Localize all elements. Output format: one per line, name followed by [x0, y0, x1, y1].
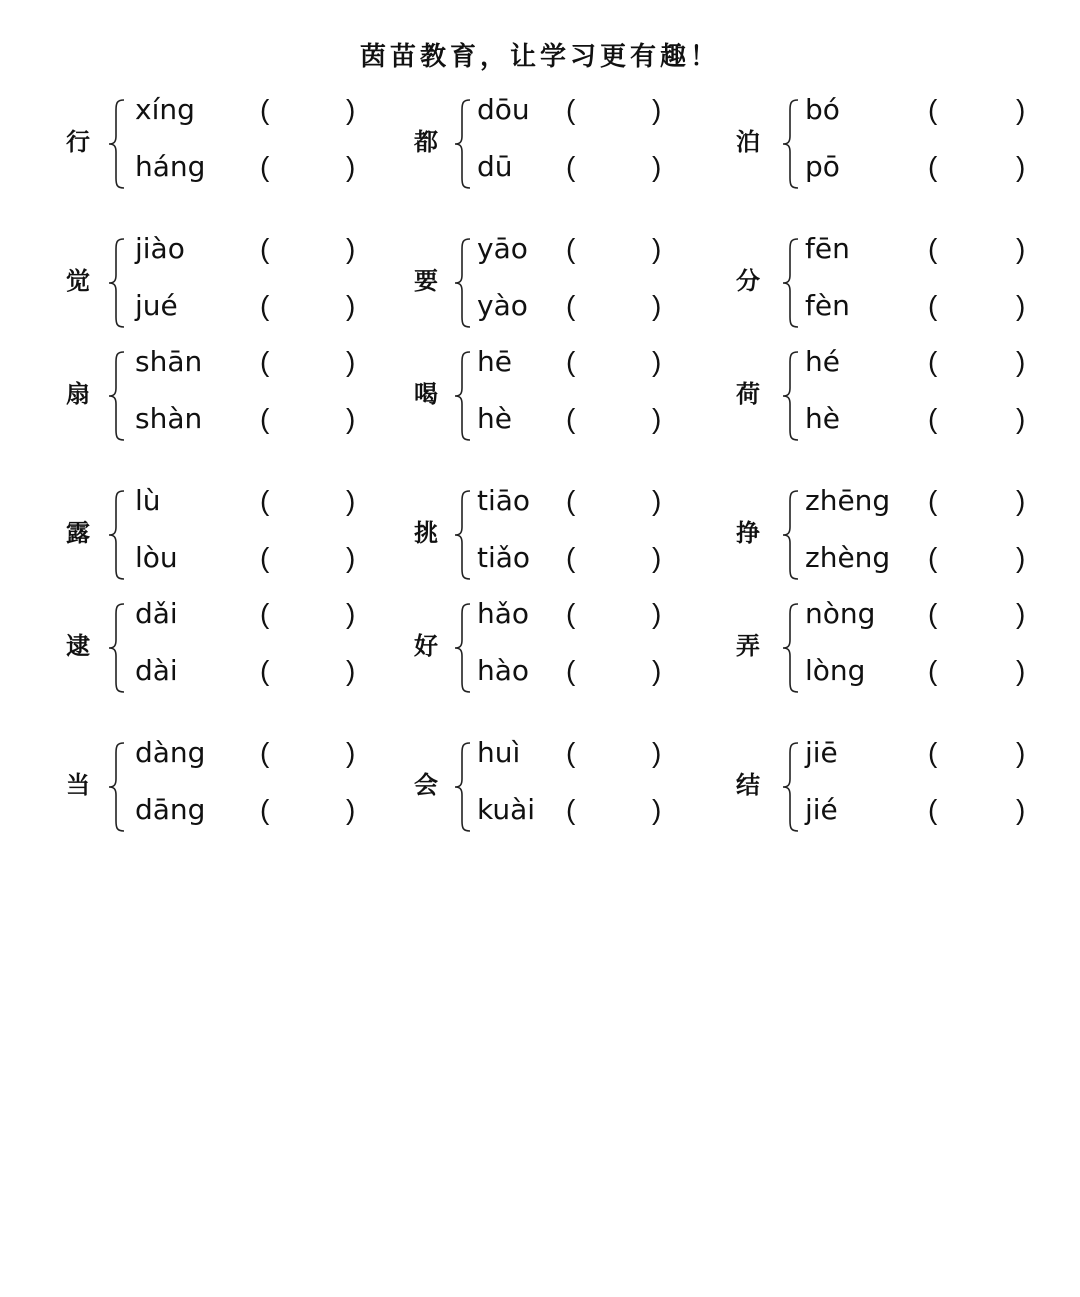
open-parenthesis: (: [928, 233, 938, 264]
curly-brace-icon: [452, 600, 474, 696]
close-parenthesis: ): [1016, 485, 1026, 516]
reading-row: [477, 147, 672, 187]
close-parenthesis: ): [1016, 151, 1026, 182]
answer-blank[interactable]: [942, 290, 1016, 322]
close-parenthesis: ): [652, 794, 662, 825]
curly-brace-icon: [780, 348, 802, 444]
pinyin-reading: hé: [805, 345, 840, 378]
polyphone-group: [66, 481, 366, 593]
open-parenthesis: (: [260, 598, 270, 629]
pinyin-reading: fēn: [805, 232, 850, 265]
close-parenthesis: ): [1016, 290, 1026, 321]
reading-row: [805, 399, 1036, 439]
curly-brace-icon: [106, 348, 128, 444]
close-parenthesis: ): [346, 94, 356, 125]
pinyin-reading: kuài: [477, 793, 536, 826]
hanzi-character: 结: [736, 770, 760, 799]
hanzi-character: 分: [736, 266, 760, 295]
open-parenthesis: (: [260, 151, 270, 182]
answer-blank[interactable]: [580, 542, 652, 574]
pinyin-reading: yāo: [477, 232, 528, 265]
close-parenthesis: ): [652, 94, 662, 125]
hanzi-character: 要: [414, 266, 438, 295]
open-parenthesis: (: [260, 485, 270, 516]
hanzi-character: 觉: [66, 266, 90, 295]
pinyin-reading: pō: [805, 150, 840, 183]
hanzi-character: 逮: [66, 631, 90, 660]
pinyin-reading: zhèng: [805, 541, 891, 574]
open-parenthesis: (: [260, 94, 270, 125]
open-parenthesis: (: [260, 542, 270, 573]
reading-row: [135, 594, 366, 634]
reading-row: [135, 790, 366, 830]
answer-blank[interactable]: [580, 233, 652, 265]
answer-blank[interactable]: [942, 598, 1016, 630]
close-parenthesis: ): [1016, 94, 1026, 125]
hanzi-character: 挑: [414, 518, 438, 547]
curly-brace-icon: [452, 348, 474, 444]
curly-brace-icon: [452, 487, 474, 583]
polyphone-group: [66, 229, 366, 341]
close-parenthesis: ): [652, 403, 662, 434]
curly-brace-icon: [106, 96, 128, 192]
pinyin-reading: xíng: [135, 93, 195, 126]
close-parenthesis: ): [1016, 233, 1026, 264]
answer-blank[interactable]: [942, 794, 1016, 826]
answer-blank[interactable]: [274, 485, 346, 517]
open-parenthesis: (: [566, 737, 576, 768]
reading-row: [805, 538, 1036, 578]
open-parenthesis: (: [928, 794, 938, 825]
hanzi-character: 荷: [736, 379, 760, 408]
curly-brace-icon: [452, 235, 474, 331]
answer-blank[interactable]: [580, 598, 652, 630]
open-parenthesis: (: [928, 598, 938, 629]
close-parenthesis: ): [1016, 403, 1026, 434]
curly-brace-icon: [780, 600, 802, 696]
polyphone-group: [66, 90, 366, 202]
polyphone-group: [736, 481, 1036, 593]
open-parenthesis: (: [566, 485, 576, 516]
open-parenthesis: (: [566, 151, 576, 182]
open-parenthesis: (: [260, 233, 270, 264]
answer-blank[interactable]: [580, 290, 652, 322]
open-parenthesis: (: [260, 655, 270, 686]
reading-row: [135, 733, 366, 773]
close-parenthesis: ): [1016, 542, 1026, 573]
close-parenthesis: ): [1016, 346, 1026, 377]
close-parenthesis: ): [652, 346, 662, 377]
answer-blank[interactable]: [274, 94, 346, 126]
open-parenthesis: (: [928, 151, 938, 182]
polyphone-group: [414, 481, 672, 593]
reading-row: [477, 286, 672, 326]
pinyin-reading: lòng: [805, 654, 866, 687]
open-parenthesis: (: [928, 485, 938, 516]
open-parenthesis: (: [566, 346, 576, 377]
open-parenthesis: (: [260, 794, 270, 825]
open-parenthesis: (: [566, 290, 576, 321]
close-parenthesis: ): [652, 542, 662, 573]
close-parenthesis: ): [652, 655, 662, 686]
reading-row: [135, 342, 366, 382]
answer-blank[interactable]: [942, 94, 1016, 126]
hanzi-character: 泊: [736, 127, 760, 156]
close-parenthesis: ): [346, 598, 356, 629]
pinyin-reading: shàn: [135, 402, 203, 435]
close-parenthesis: ): [652, 290, 662, 321]
answer-blank[interactable]: [274, 403, 346, 435]
answer-blank[interactable]: [274, 542, 346, 574]
polyphone-group: [414, 90, 672, 202]
reading-row: [135, 399, 366, 439]
close-parenthesis: ): [346, 290, 356, 321]
reading-row: [805, 286, 1036, 326]
close-parenthesis: ): [346, 346, 356, 377]
close-parenthesis: ): [1016, 737, 1026, 768]
curly-brace-icon: [452, 739, 474, 835]
pinyin-reading: nòng: [805, 597, 876, 630]
pinyin-reading: dū: [477, 150, 513, 183]
polyphone-group: [736, 733, 1036, 845]
polyphone-group: [736, 229, 1036, 341]
answer-blank[interactable]: [274, 346, 346, 378]
polyphone-group: [736, 342, 1036, 454]
reading-row: [805, 733, 1036, 773]
reading-row: [805, 594, 1036, 634]
pinyin-reading: bó: [805, 93, 840, 126]
pinyin-reading: hè: [805, 402, 840, 435]
answer-blank[interactable]: [580, 655, 652, 687]
polyphone-group: [66, 733, 366, 845]
curly-brace-icon: [106, 235, 128, 331]
open-parenthesis: (: [928, 94, 938, 125]
hanzi-character: 扇: [66, 379, 90, 408]
curly-brace-icon: [106, 600, 128, 696]
close-parenthesis: ): [1016, 598, 1026, 629]
curly-brace-icon: [106, 487, 128, 583]
pinyin-reading: hào: [477, 654, 530, 687]
pinyin-reading: dàng: [135, 736, 206, 769]
close-parenthesis: ): [346, 403, 356, 434]
reading-row: [477, 651, 672, 691]
pinyin-reading: shān: [135, 345, 203, 378]
pinyin-reading: lù: [135, 484, 161, 517]
reading-row: [805, 481, 1036, 521]
open-parenthesis: (: [566, 794, 576, 825]
reading-row: [135, 651, 366, 691]
answer-blank[interactable]: [274, 151, 346, 183]
polyphone-group: [414, 733, 672, 845]
pinyin-reading: fèn: [805, 289, 850, 322]
answer-blank[interactable]: [580, 94, 652, 126]
answer-blank[interactable]: [580, 403, 652, 435]
answer-blank[interactable]: [942, 403, 1016, 435]
reading-row: [135, 538, 366, 578]
reading-row: [477, 594, 672, 634]
hanzi-character: 都: [414, 127, 438, 156]
answer-blank[interactable]: [580, 346, 652, 378]
open-parenthesis: (: [566, 542, 576, 573]
answer-blank[interactable]: [274, 598, 346, 630]
close-parenthesis: ): [346, 542, 356, 573]
answer-blank[interactable]: [942, 151, 1016, 183]
reading-row: [477, 538, 672, 578]
hanzi-character: 当: [66, 770, 90, 799]
answer-blank[interactable]: [274, 737, 346, 769]
reading-row: [477, 90, 672, 130]
reading-row: [135, 90, 366, 130]
close-parenthesis: ): [346, 151, 356, 182]
curly-brace-icon: [780, 739, 802, 835]
reading-row: [477, 399, 672, 439]
hanzi-character: 喝: [414, 379, 438, 408]
reading-row: [135, 481, 366, 521]
reading-row: [805, 90, 1036, 130]
answer-blank[interactable]: [942, 485, 1016, 517]
reading-row: [135, 286, 366, 326]
pinyin-reading: hē: [477, 345, 512, 378]
close-parenthesis: ): [346, 655, 356, 686]
open-parenthesis: (: [566, 233, 576, 264]
polyphone-group: [66, 342, 366, 454]
worksheet-title: 茵苗教育，让学习更有趣！: [359, 42, 720, 72]
reading-row: [135, 147, 366, 187]
curly-brace-icon: [106, 739, 128, 835]
curly-brace-icon: [452, 96, 474, 192]
hanzi-character: 挣: [736, 518, 760, 547]
close-parenthesis: ): [652, 233, 662, 264]
close-parenthesis: ): [652, 598, 662, 629]
answer-blank[interactable]: [580, 737, 652, 769]
open-parenthesis: (: [260, 737, 270, 768]
pinyin-reading: dāng: [135, 793, 206, 826]
polyphone-group: [736, 594, 1036, 706]
pinyin-reading: tiāo: [477, 484, 531, 517]
close-parenthesis: ): [652, 737, 662, 768]
reading-row: [477, 733, 672, 773]
open-parenthesis: (: [928, 403, 938, 434]
reading-row: [135, 229, 366, 269]
polyphone-group: [414, 342, 672, 454]
pinyin-reading: hǎo: [477, 597, 530, 630]
reading-row: [805, 651, 1036, 691]
answer-blank[interactable]: [274, 290, 346, 322]
open-parenthesis: (: [566, 94, 576, 125]
open-parenthesis: (: [260, 403, 270, 434]
pinyin-reading: jué: [135, 289, 178, 322]
open-parenthesis: (: [566, 655, 576, 686]
polyphone-group: [736, 90, 1036, 202]
reading-row: [477, 342, 672, 382]
curly-brace-icon: [780, 235, 802, 331]
reading-row: [477, 229, 672, 269]
reading-row: [805, 790, 1036, 830]
pinyin-reading: háng: [135, 150, 206, 183]
answer-blank[interactable]: [942, 346, 1016, 378]
hanzi-character: 好: [414, 631, 438, 660]
close-parenthesis: ): [346, 794, 356, 825]
pinyin-reading: dōu: [477, 93, 530, 126]
pinyin-reading: jiē: [805, 736, 838, 769]
open-parenthesis: (: [260, 290, 270, 321]
close-parenthesis: ): [346, 737, 356, 768]
reading-row: [477, 790, 672, 830]
polyphone-group: [414, 229, 672, 341]
close-parenthesis: ): [346, 485, 356, 516]
pinyin-reading: yào: [477, 289, 528, 322]
hanzi-character: 露: [66, 518, 90, 547]
pinyin-reading: tiǎo: [477, 541, 531, 574]
pinyin-reading: dǎi: [135, 597, 178, 630]
pinyin-reading: jiào: [135, 232, 185, 265]
close-parenthesis: ): [652, 485, 662, 516]
reading-row: [477, 481, 672, 521]
open-parenthesis: (: [928, 655, 938, 686]
pinyin-reading: hè: [477, 402, 512, 435]
pinyin-reading: zhēng: [805, 484, 891, 517]
answer-blank[interactable]: [580, 151, 652, 183]
reading-row: [805, 229, 1036, 269]
answer-blank[interactable]: [942, 233, 1016, 265]
open-parenthesis: (: [928, 290, 938, 321]
close-parenthesis: ): [1016, 655, 1026, 686]
pinyin-reading: dài: [135, 654, 178, 687]
close-parenthesis: ): [652, 151, 662, 182]
answer-blank[interactable]: [942, 737, 1016, 769]
hanzi-character: 弄: [736, 631, 760, 660]
answer-blank[interactable]: [580, 485, 652, 517]
answer-blank[interactable]: [580, 794, 652, 826]
hanzi-character: 行: [66, 127, 90, 156]
open-parenthesis: (: [566, 403, 576, 434]
answer-blank[interactable]: [942, 655, 1016, 687]
hanzi-character: 会: [414, 770, 438, 799]
polyphone-group: [414, 594, 672, 706]
answer-blank[interactable]: [274, 794, 346, 826]
open-parenthesis: (: [928, 542, 938, 573]
open-parenthesis: (: [928, 346, 938, 377]
pinyin-reading: lòu: [135, 541, 178, 574]
reading-row: [805, 342, 1036, 382]
close-parenthesis: ): [1016, 794, 1026, 825]
open-parenthesis: (: [260, 346, 270, 377]
close-parenthesis: ): [346, 233, 356, 264]
answer-blank[interactable]: [942, 542, 1016, 574]
open-parenthesis: (: [566, 598, 576, 629]
open-parenthesis: (: [928, 737, 938, 768]
curly-brace-icon: [780, 96, 802, 192]
curly-brace-icon: [780, 487, 802, 583]
pinyin-reading: jié: [805, 793, 838, 826]
reading-row: [805, 147, 1036, 187]
pinyin-reading: huì: [477, 736, 521, 769]
answer-blank[interactable]: [274, 655, 346, 687]
answer-blank[interactable]: [274, 233, 346, 265]
polyphone-group: [66, 594, 366, 706]
